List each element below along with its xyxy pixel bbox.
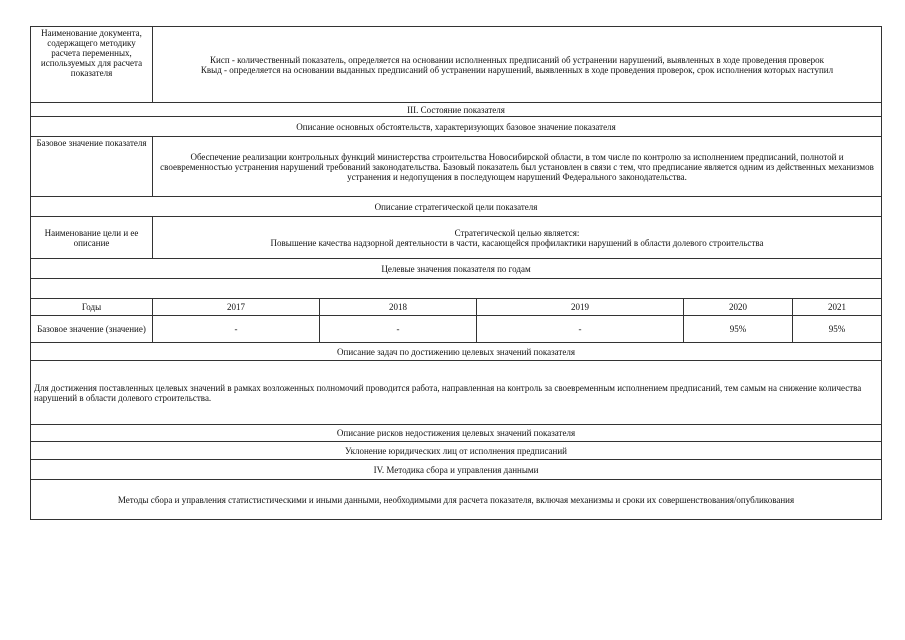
goal-label: Наименование цели и ее описание: [31, 217, 153, 259]
indicator-passport: [30, 26, 881, 520]
base-value-cell: -: [153, 316, 320, 343]
methods-text: Методы сбора и управления статистистическими и иными данными, необходимыми для расчета показателя, включая механизмы и сроки их совершенствования/опубликования: [31, 480, 882, 520]
risks-text: Уклонение юридических лиц от исполнения предписаний: [31, 442, 882, 460]
strategic-title: Описание стратегической цели показателя: [31, 197, 882, 217]
base-row-label: Базовое значение (значение): [31, 316, 153, 343]
section3-title: III. Состояние показателя: [31, 103, 882, 117]
indicator-table: [30, 26, 882, 520]
circumstances-title: Описание основных обстоятельств, характеризующих базовое значение показателя: [31, 117, 882, 137]
section4-title: IV. Методика сбора и управления данными: [31, 460, 882, 480]
base-value-cell: -: [320, 316, 477, 343]
base-values-row: [31, 316, 882, 343]
targets-row: [31, 259, 882, 279]
kisp-definition: Кисп - количественный показатель, определяется на основании исполненных предписаний об устранении нарушений, выявленных в ходе проведения проверок: [210, 54, 824, 65]
year-cell: 2017: [153, 299, 320, 316]
base-value-cell: 95%: [684, 316, 793, 343]
empty-row: [31, 279, 882, 299]
base-value-label: Базовое значение показателя: [31, 137, 153, 197]
goal-content: [153, 217, 882, 259]
doc-name-row: [31, 27, 882, 103]
year-cell: 2018: [320, 299, 477, 316]
tasks-title-row: [31, 343, 882, 361]
years-label: Годы: [31, 299, 153, 316]
doc-name-content: [153, 27, 882, 103]
section3-row: [31, 103, 882, 117]
risks-title: Описание рисков недостижения целевых значений показателя: [31, 425, 882, 442]
section4-row: [31, 460, 882, 480]
tasks-text-row: [31, 361, 882, 425]
goal-intro: Стратегической целью является:: [454, 227, 580, 238]
goal-description: Повышение качества надзорной деятельности в части, касающейся профилактики нарушений в области долевого строительства: [270, 237, 764, 248]
kvyd-definition: Квыд - определяется на основании выданных предписаний об устранении нарушений, выявленных в ходе проведения проверок, срок исполнения которых наступил: [200, 64, 834, 75]
base-value-cell: 95%: [793, 316, 882, 343]
base-value-cell: -: [477, 316, 684, 343]
risks-title-row: [31, 425, 882, 442]
years-row: [31, 299, 882, 316]
tasks-title: Описание задач по достижению целевых значений показателя: [31, 343, 882, 361]
circumstances-row: [31, 117, 882, 137]
targets-title: Целевые значения показателя по годам: [31, 259, 882, 279]
strategic-row: [31, 197, 882, 217]
base-value-row: [31, 137, 882, 197]
goal-row: [31, 217, 882, 259]
doc-name-label: Наименование документа, содержащего методику расчета переменных, используемых для расчета показателя: [31, 27, 153, 103]
year-cell: 2021: [793, 299, 882, 316]
base-value-text: Обеспечение реализации контрольных функций министерства строительства Новосибирской области, в том числе по контролю за исполнением предписаний, полнотой и своевременностью устранения нарушений требований законодательства. Базовый показатель был установлен в связи с тем, что предписание является одним из действенных механизмов устранения и недопущения в последующем нарушений Федерального законодательства.: [153, 137, 882, 197]
methods-row: [31, 480, 882, 520]
risks-text-row: [31, 442, 882, 460]
tasks-text: Для достижения поставленных целевых значений в рамках возложенных полномочий проводится работа, направленная на контроль за своевременным исполнением предписаний, тем самым на снижение количества нарушений в области долевого строительства.: [31, 361, 882, 425]
year-cell: 2020: [684, 299, 793, 316]
year-cell: 2019: [477, 299, 684, 316]
empty-cell: [31, 279, 882, 299]
